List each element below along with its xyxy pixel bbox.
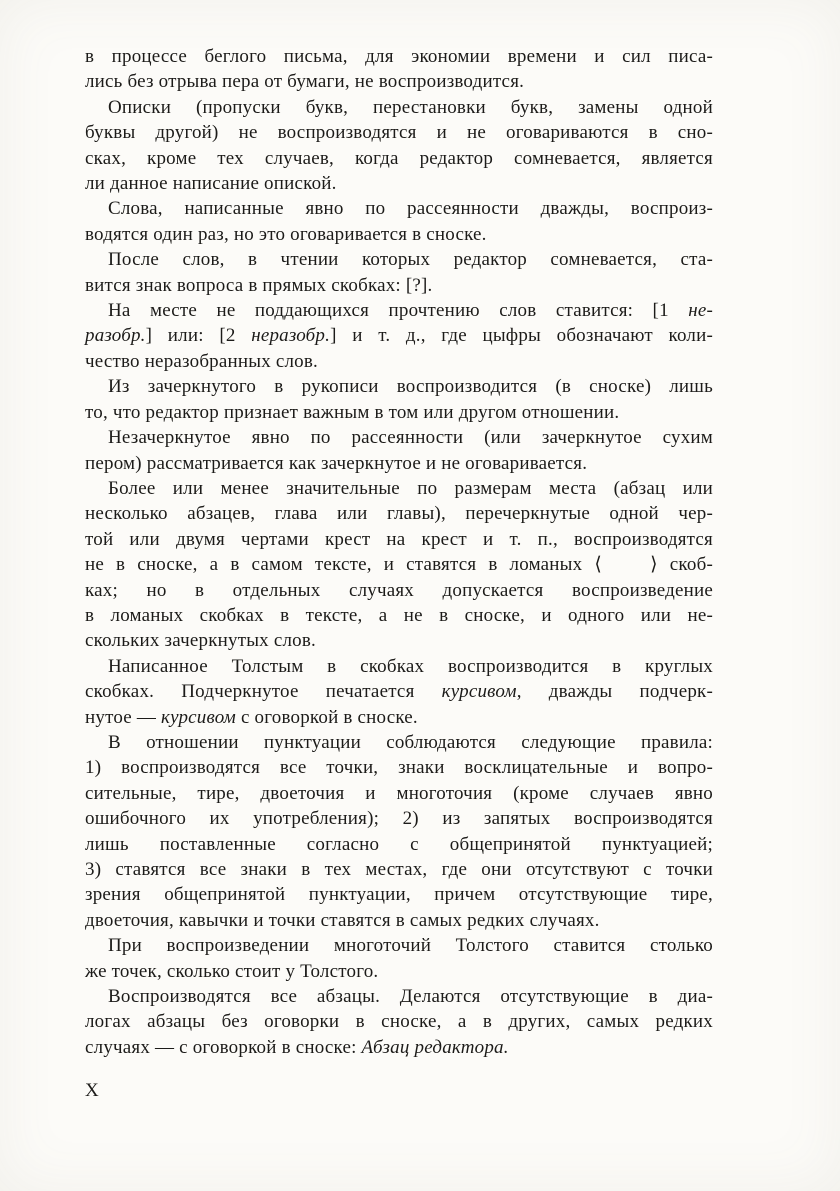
text-line: Написанное Толстым в скобках воспроизводится в круглых bbox=[108, 655, 713, 677]
paragraph bbox=[85, 298, 713, 374]
text-line: той или двумя чертами крест на крест и т. п., воспроизводятся bbox=[85, 528, 713, 550]
text-line: зрения общепринятой пунктуации, причем отсутствующие тире, bbox=[85, 884, 713, 906]
text-line: чество неразобранных слов. bbox=[85, 350, 319, 372]
text-line: На месте не поддающихся прочтению слов ставится: [1 не- bbox=[108, 300, 713, 322]
text-line: скольких зачеркнутых слов. bbox=[85, 630, 316, 652]
text-line: ошибочного их употребления); 2) из запятых воспроизводятся bbox=[85, 808, 713, 830]
text-line: же точек, сколько стоит у Толстого. bbox=[85, 960, 379, 982]
text-line: буквы другой) не воспроизводятся и не оговариваются в сно- bbox=[85, 122, 713, 144]
paragraph bbox=[85, 730, 713, 933]
text-line: пером) рассматривается как зачеркнутое и не оговаривается. bbox=[85, 452, 588, 474]
text-line: Незачеркнутое явно по рассеянности (или зачеркнутое сухим bbox=[108, 427, 713, 449]
text-line: Слова, написанные явно по рассеянности дважды, воспроиз- bbox=[108, 198, 713, 220]
text-line: При воспроизведении многоточий Толстого ставится столько bbox=[108, 935, 713, 957]
paragraph bbox=[85, 196, 713, 247]
text-line: Более или менее значительные по размерам места (абзац или bbox=[108, 477, 713, 499]
text-line: лишь поставленные согласно с общепринятой пунктуацией; bbox=[85, 833, 713, 855]
text-line: ках; но в отдельных случаях допускается воспроизведение bbox=[85, 579, 713, 601]
text-line: случаях — с оговоркой в сноске: Абзац редактора. bbox=[85, 1036, 509, 1058]
text-line: сках, кроме тех случаев, когда редактор сомневается, является bbox=[85, 147, 713, 169]
text-line: ли данное написание опиской. bbox=[85, 173, 337, 195]
paragraph bbox=[85, 44, 713, 95]
text-line: не в сноске, а в самом тексте, и ставятся в ломаных ⟨ ⟩ скоб- bbox=[85, 554, 713, 576]
paragraph bbox=[85, 476, 713, 654]
paragraph bbox=[85, 247, 713, 298]
text-line: 1) воспроизводятся все точки, знаки восклицательные и вопро- bbox=[85, 757, 713, 779]
paragraph bbox=[85, 984, 713, 1060]
text-line: нутое — курсивом с оговоркой в сноске. bbox=[85, 706, 418, 728]
page-number: X bbox=[85, 1080, 99, 1101]
text-line: двоеточия, кавычки и точки ставятся в самых редких случаях. bbox=[85, 909, 600, 931]
text-line: сительные, тире, двоеточия и многоточия (кроме случаев явно bbox=[85, 782, 713, 804]
text-line: скобках. Подчеркнутое печатается курсивом, дважды подчерк- bbox=[85, 681, 713, 703]
text-line: Из зачеркнутого в рукописи воспроизводится (в сноске) лишь bbox=[108, 376, 713, 398]
text-line: разобр.] или: [2 неразобр.] и т. д., где цыфры обозначают коли- bbox=[85, 325, 713, 347]
paragraph bbox=[85, 933, 713, 984]
text-line: то, что редактор признает важным в том или другом отношении. bbox=[85, 401, 620, 423]
text-line: в ломаных скобках в тексте, а не в сноске, и одного или не- bbox=[85, 604, 713, 626]
paragraph bbox=[85, 425, 713, 476]
paragraph bbox=[85, 374, 713, 425]
text-line: Описки (пропуски букв, перестановки букв, замены одной bbox=[108, 96, 713, 118]
paragraph bbox=[85, 654, 713, 730]
text-line: вится знак вопроса в прямых скобках: [?]. bbox=[85, 274, 433, 296]
paragraph bbox=[85, 95, 713, 197]
text-line: 3) ставятся все знаки в тех местах, где они отсутствуют с точки bbox=[85, 859, 713, 880]
text-line: После слов, в чтении которых редактор сомневается, ста- bbox=[108, 249, 713, 271]
page-text bbox=[85, 44, 713, 1060]
text-line: логах абзацы без оговорки в сноске, а в других, самых редких bbox=[85, 1011, 713, 1033]
text-line: Воспроизводятся все абзацы. Делаются отсутствующие в диа- bbox=[108, 986, 713, 1008]
text-line: в процессе беглого письма, для экономии времени и сил писа- bbox=[85, 46, 713, 67]
text-line: В отношении пунктуации соблюдаются следующие правила: bbox=[108, 731, 713, 753]
text-line: лись без отрыва пера от бумаги, не воспроизводится. bbox=[85, 71, 525, 93]
text-line: несколько абзацев, глава или главы), перечеркнутые одной чер- bbox=[85, 503, 713, 525]
text-line: водятся один раз, но это оговаривается в сноске. bbox=[85, 223, 487, 245]
